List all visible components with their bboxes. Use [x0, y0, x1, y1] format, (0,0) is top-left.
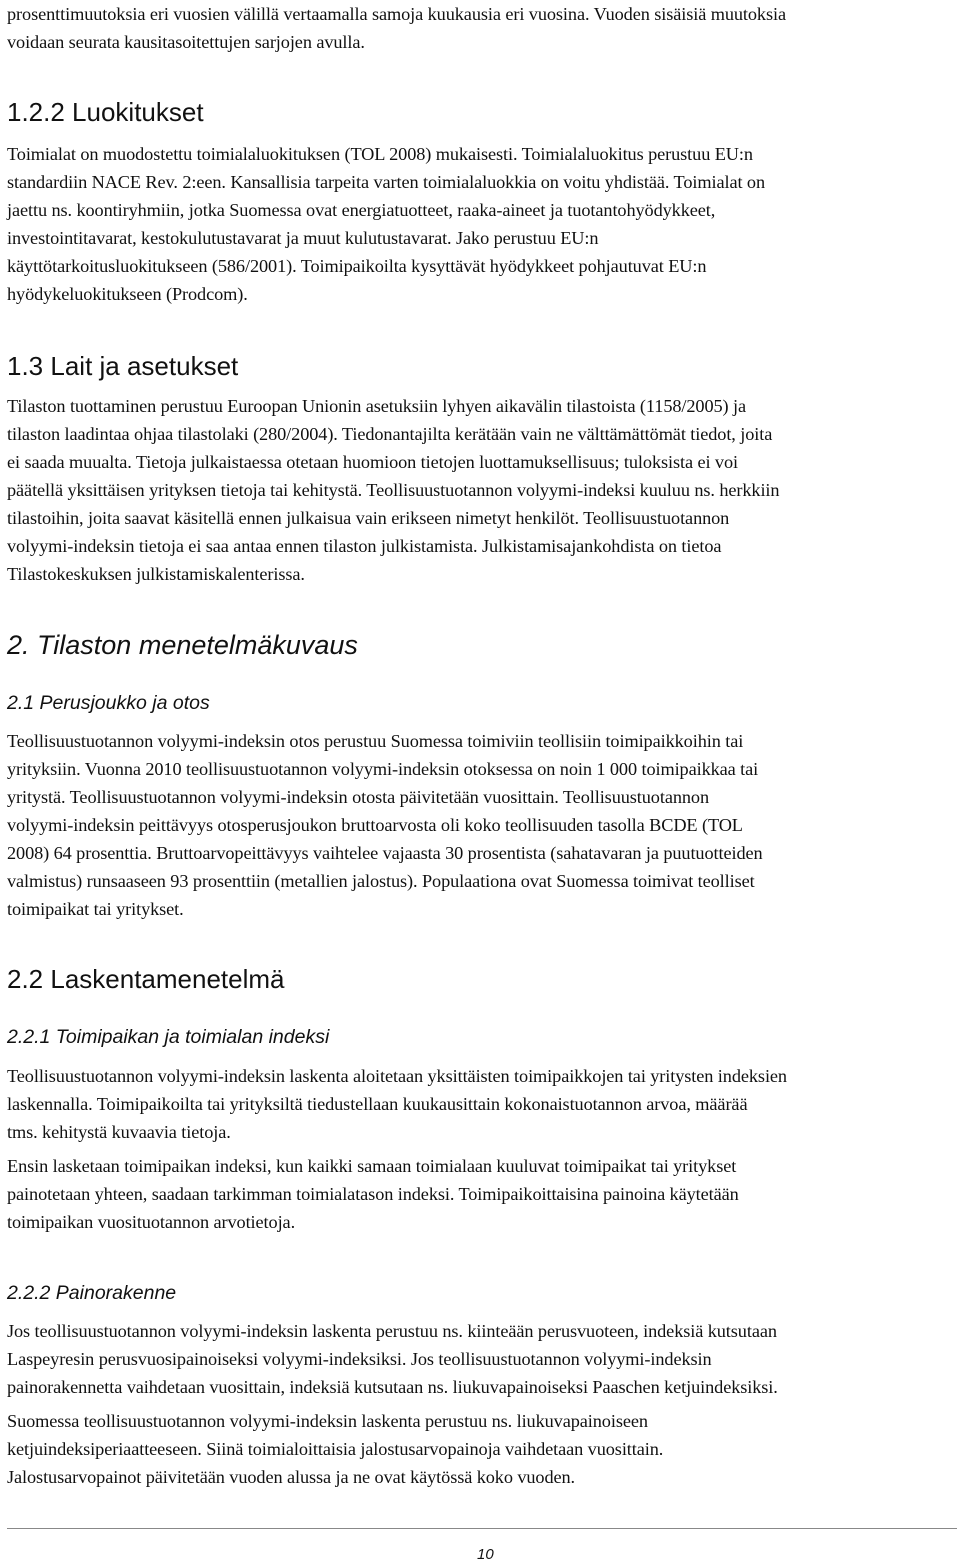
paragraph-line: volyymi-indeksin tietoja ei saa antaa ennen tilaston julkistamista. Julkistamisajankohdista on tietoa [7, 536, 722, 556]
section-heading-1-2-2: 1.2.2 Luokitukset [7, 97, 204, 127]
intro-paragraph [7, 0, 786, 56]
chapter-heading-2: 2. Tilaston menetelmäkuvaus [7, 630, 358, 660]
legislation-paragraph [7, 392, 779, 588]
weight-structure-paragraph-2 [7, 1407, 663, 1491]
paragraph-line: ei saada muualta. Tietoja julkaistaessa otetaan huomioon tietojen luottamuksellisuus; tuloksista ei voi [7, 452, 738, 472]
paragraph-line: Jos teollisuustuotannon volyymi-indeksin laskenta perustuu ns. kiinteään perusvuoteen, indeksiä kutsutaan [7, 1321, 777, 1341]
classification-paragraph [7, 140, 765, 308]
page-number: 10 [477, 1546, 494, 1563]
paragraph-line: yritystä. Teollisuustuotannon volyymi-indeksin otosta päivitetään vuosittain. Teollisuustuotannon [7, 787, 710, 807]
paragraph-line: päätellä yksittäisen yrityksen tietoja tai kehitystä. Teollisuustuotannon volyymi-indeksi kuuluu ns. herkkiin [7, 480, 780, 500]
paragraph-line: Tilaston tuottaminen perustuu Euroopan Unionin asetuksiin lyhyen aikavälin tilastoista (1158/2005) ja [7, 396, 746, 416]
section-heading-2-1: 2.1 Perusjoukko ja otos [7, 692, 210, 714]
section-heading-2-2-2: 2.2.2 Painorakenne [7, 1282, 177, 1304]
paragraph-line: ketjuindeksiperiaatteeseen. Siinä toimialoittaisia jalostusarvopainoja vaihdetaan vuosittain. [7, 1439, 664, 1459]
paragraph-line: Teollisuustuotannon volyymi-indeksin otos perustuu Suomessa toimiviin teollisiin toimipaikkoihin tai [7, 731, 744, 751]
paragraph-line: laskennalla. Toimipaikoilta tai yrityksiltä tiedustellaan kuukausittain kokonaistuotannon arvoa, määrää [7, 1094, 748, 1114]
paragraph-line: investointitavarat, kestokulutustavarat ja muut kulutustavarat. Jako perustuu EU:n [7, 228, 599, 248]
paragraph-line: toimipaikan vuosituotannon arvotietoja. [7, 1212, 296, 1232]
paragraph-line: Toimialat on muodostettu toimialaluokituksen (TOL 2008) mukaisesti. Toimialaluokitus perustuu EU:n [7, 144, 753, 164]
section-heading-1-3: 1.3 Lait ja asetukset [7, 351, 239, 381]
paragraph-line: 2008) 64 prosenttia. Bruttoarvopeittävyys vaihtelee vajaasta 30 prosentista (sahatavaran ja puutuotteiden [7, 843, 763, 863]
paragraph-line: valmistus) runsaaseen 93 prosenttiin (metallien jalostus). Populaationa ovat Suomessa toimivat teolliset [7, 871, 755, 891]
paragraph-line: toimipaikat tai yritykset. [7, 899, 184, 919]
paragraph-line: Teollisuustuotannon volyymi-indeksin laskenta aloitetaan yksittäisten toimipaikkojen tai yritysten indeksien [7, 1066, 787, 1086]
paragraph-line: tms. kehitystä kuvaavia tietoja. [7, 1122, 231, 1142]
paragraph-line: hyödykeluokitukseen (Prodcom). [7, 284, 248, 304]
paragraph-line: Ensin lasketaan toimipaikan indeksi, kun kaikki samaan toimialaan kuuluvat toimipaikat tai yritykset [7, 1156, 737, 1176]
section-heading-2-2: 2.2 Laskentamenetelmä [7, 964, 285, 994]
intro-line: voidaan seurata kausitasoitettujen sarjojen avulla. [7, 32, 365, 52]
paragraph-line: Jalostusarvopainot päivitetään vuoden alussa ja ne ovat käytössä koko vuoden. [7, 1467, 576, 1487]
paragraph-line: Laspeyresin perusvuosipainoiseksi volyymi-indeksiksi. Jos teollisuustuotannon volyymi-indeksin [7, 1349, 712, 1369]
paragraph-line: Tilastokeskuksen julkistamiskalenterissa. [7, 564, 305, 584]
paragraph-line: tilaston laadintaa ohjaa tilastolaki (280/2004). Tiedonantajilta kerätään vain ne välttämättömät tiedot, joita [7, 424, 773, 444]
footer-divider [7, 1528, 957, 1529]
section-heading-2-2-1: 2.2.1 Toimipaikan ja toimialan indeksi [7, 1026, 330, 1048]
paragraph-line: Suomessa teollisuustuotannon volyymi-indeksin laskenta perustuu ns. liukuvapainoiseen [7, 1411, 648, 1431]
paragraph-line: painorakennetta vaihdetaan vuosittain, indeksiä kutsutaan ns. liukuvapainoiseksi Paaschen ketjuindeksiksi. [7, 1377, 778, 1397]
paragraph-line: jaettu ns. koontiryhmiin, jotka Suomessa ovat energiatuotteet, raaka-aineet ja tuotantohyödykkeet, [7, 200, 716, 220]
paragraph-line: volyymi-indeksin peittävyys otosperusjoukon bruttoarvosta oli koko teollisuuden tasolla BCDE (TOL [7, 815, 743, 835]
paragraph-line: yrityksiin. Vuonna 2010 teollisuustuotannon volyymi-indeksin otoksessa on noin 1 000 toimipaikkaa tai [7, 759, 759, 779]
intro-line: prosenttimuutoksia eri vuosien välillä vertaamalla samoja kuukausia eri vuosina. Vuoden sisäisiä muutoksia [7, 4, 786, 24]
paragraph-line: tilastoihin, joita saavat käsitellä ennen julkaisua vain erikseen nimetyt henkilöt. Teollisuustuotannon [7, 508, 730, 528]
index-paragraph-1 [7, 1062, 787, 1146]
paragraph-line: painotetaan yhteen, saadaan tarkimman toimialatason indeksi. Toimipaikoittaisina painoina käytetään [7, 1184, 739, 1204]
paragraph-line: standardiin NACE Rev. 2:een. Kansallisia tarpeita varten toimialaluokkia on voitu yhdistää. Toimialat on [7, 172, 765, 192]
weight-structure-paragraph-1 [7, 1317, 778, 1401]
paragraph-line: käyttötarkoitusluokitukseen (586/2001). Toimipaikoilta kysyttävät hyödykkeet pohjautuvat EU:n [7, 256, 707, 276]
index-paragraph-2 [7, 1152, 739, 1236]
population-sample-paragraph [7, 727, 763, 923]
